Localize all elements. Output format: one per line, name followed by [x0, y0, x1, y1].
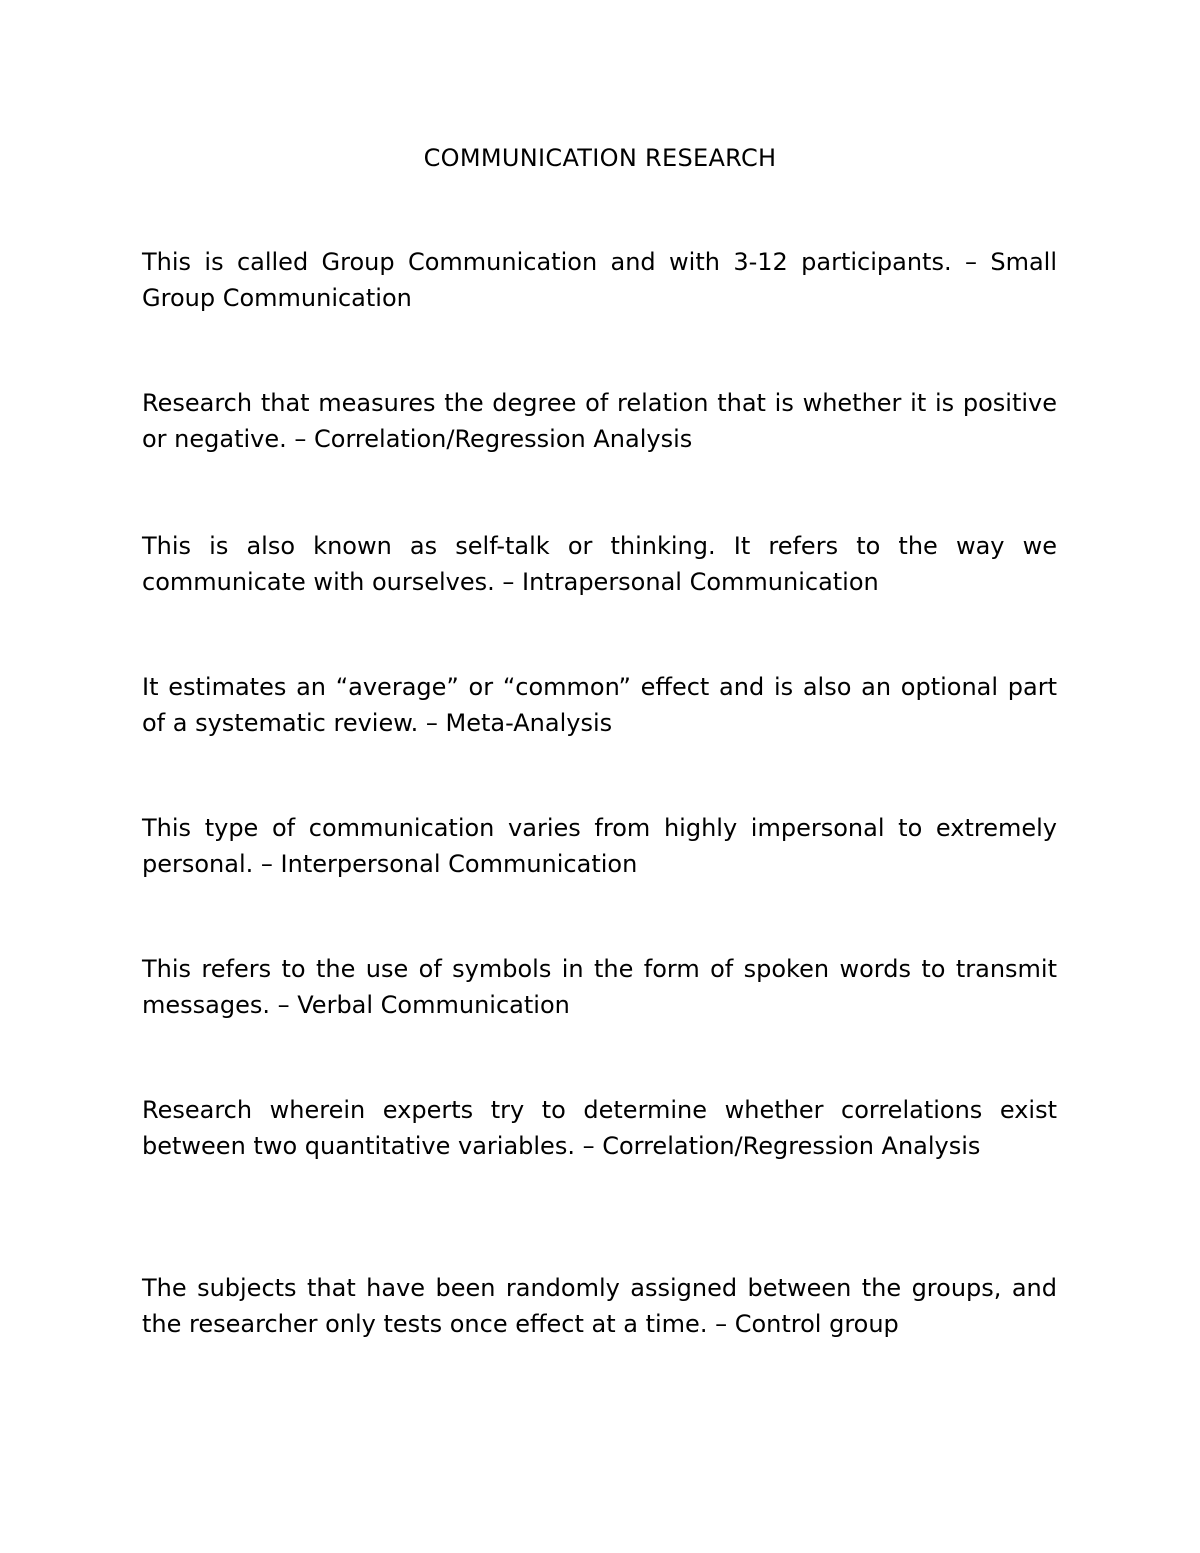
qa-paragraph: This type of communication varies from highly impersonal to extremely personal. – Interpersonal Communication: [142, 814, 1057, 878]
qa-paragraph: This refers to the use of symbols in the form of spoken words to transmit messages. – Verbal Communication: [142, 955, 1057, 1019]
qa-paragraph: The subjects that have been randomly assigned between the groups, and the researcher only tests once effect at a time. – Control group: [142, 1274, 1057, 1338]
qa-paragraph: This is called Group Communication and with 3-12 participants. – Small Group Communication: [142, 248, 1057, 312]
qa-paragraph: Research wherein experts try to determine whether correlations exist between two quantitative variables. – Correlation/Regression Analysis: [142, 1096, 1057, 1160]
qa-paragraph: This is also known as self-talk or thinking. It refers to the way we communicate with ourselves. – Intrapersonal Communication: [142, 532, 1057, 596]
qa-paragraph: Research that measures the degree of relation that is whether it is positive or negative. – Correlation/Regression Analysis: [142, 389, 1057, 453]
document-title: COMMUNICATION RESEARCH: [423, 144, 777, 172]
qa-paragraph: It estimates an “average” or “common” effect and is also an optional part of a systematic review. – Meta-Analysis: [142, 673, 1057, 737]
